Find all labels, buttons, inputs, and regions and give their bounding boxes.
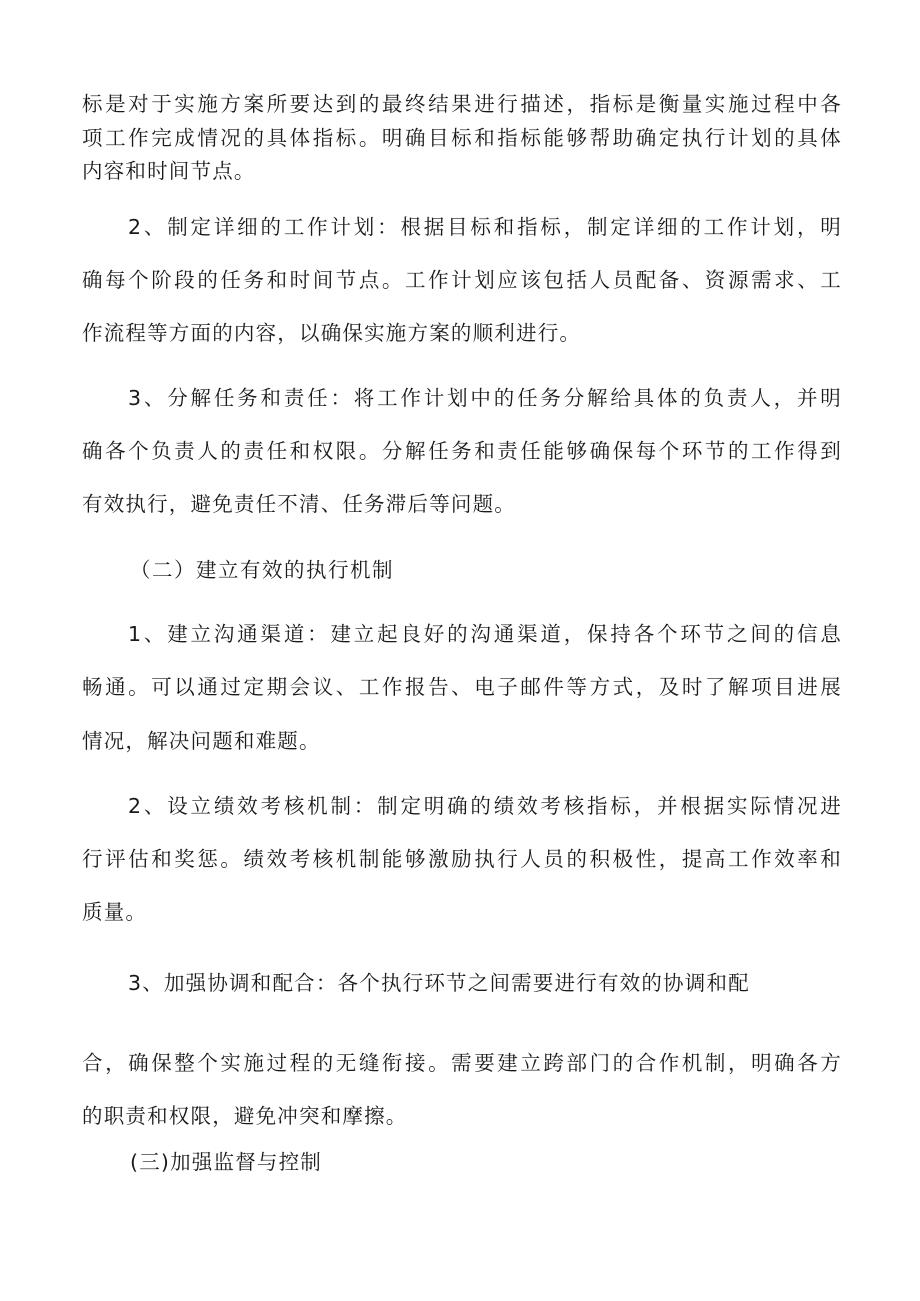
paragraph-comm-line-3: 情况，解决问题和难题。: [82, 729, 321, 753]
paragraph-tasks-line-2: 确各个负责人的责任和权限。分解任务和责任能够确保每个环节的工作得到: [82, 439, 842, 463]
paragraph-plan-line-3: 作流程等方面的内容，以确保实施方案的顺利进行。: [82, 321, 582, 345]
section-heading-2: （二）建立有效的执行机制: [130, 558, 394, 582]
paragraph-coord-line-2: 合，确保整个实施过程的无缝衔接。需要建立跨部门的合作机制，明确各方: [82, 1051, 842, 1075]
paragraph-intro-line-1: 标是对于实施方案所要达到的最终结果进行描述，指标是衡量实施过程中各: [82, 92, 842, 116]
paragraph-coord-line-3: 的职责和权限，避免冲突和摩擦。: [82, 1104, 408, 1128]
paragraph-tasks-line-1: 3、分解任务和责任：将工作计划中的任务分解给具体的负责人，并明: [128, 386, 842, 410]
paragraph-comm-line-1: 1、建立沟通渠道：建立起良好的沟通渠道，保持各个环节之间的信息: [128, 622, 842, 646]
paragraph-intro-line-2: 项工作完成情况的具体指标。明确目标和指标能够帮助确定执行计划的具体: [82, 126, 842, 150]
paragraph-coord-line-1: 3、加强协调和配合：各个执行环节之间需要进行有效的协调和配: [128, 971, 750, 995]
section-heading-3: (三)加强监督与控制: [130, 1150, 322, 1174]
paragraph-perf-line-1: 2、设立绩效考核机制：制定明确的绩效考核指标，并根据实际情况进: [128, 794, 842, 818]
paragraph-perf-line-3: 质量。: [82, 900, 148, 924]
paragraph-plan-line-2: 确每个阶段的任务和时间节点。工作计划应该包括人员配备、资源需求、工: [82, 268, 842, 292]
paragraph-perf-line-2: 行评估和奖惩。绩效考核机制能够激励执行人员的积极性，提高工作效率和: [82, 847, 842, 871]
paragraph-plan-line-1: 2、制定详细的工作计划：根据目标和指标，制定详细的工作计划，明: [128, 215, 842, 239]
paragraph-intro-line-3: 内容和时间节点。: [82, 159, 256, 183]
paragraph-comm-line-2: 畅通。可以通过定期会议、工作报告、电子邮件等方式，及时了解项目进展: [82, 675, 842, 699]
paragraph-tasks-line-3: 有效执行，避免责任不清、任务滞后等问题。: [82, 492, 516, 516]
